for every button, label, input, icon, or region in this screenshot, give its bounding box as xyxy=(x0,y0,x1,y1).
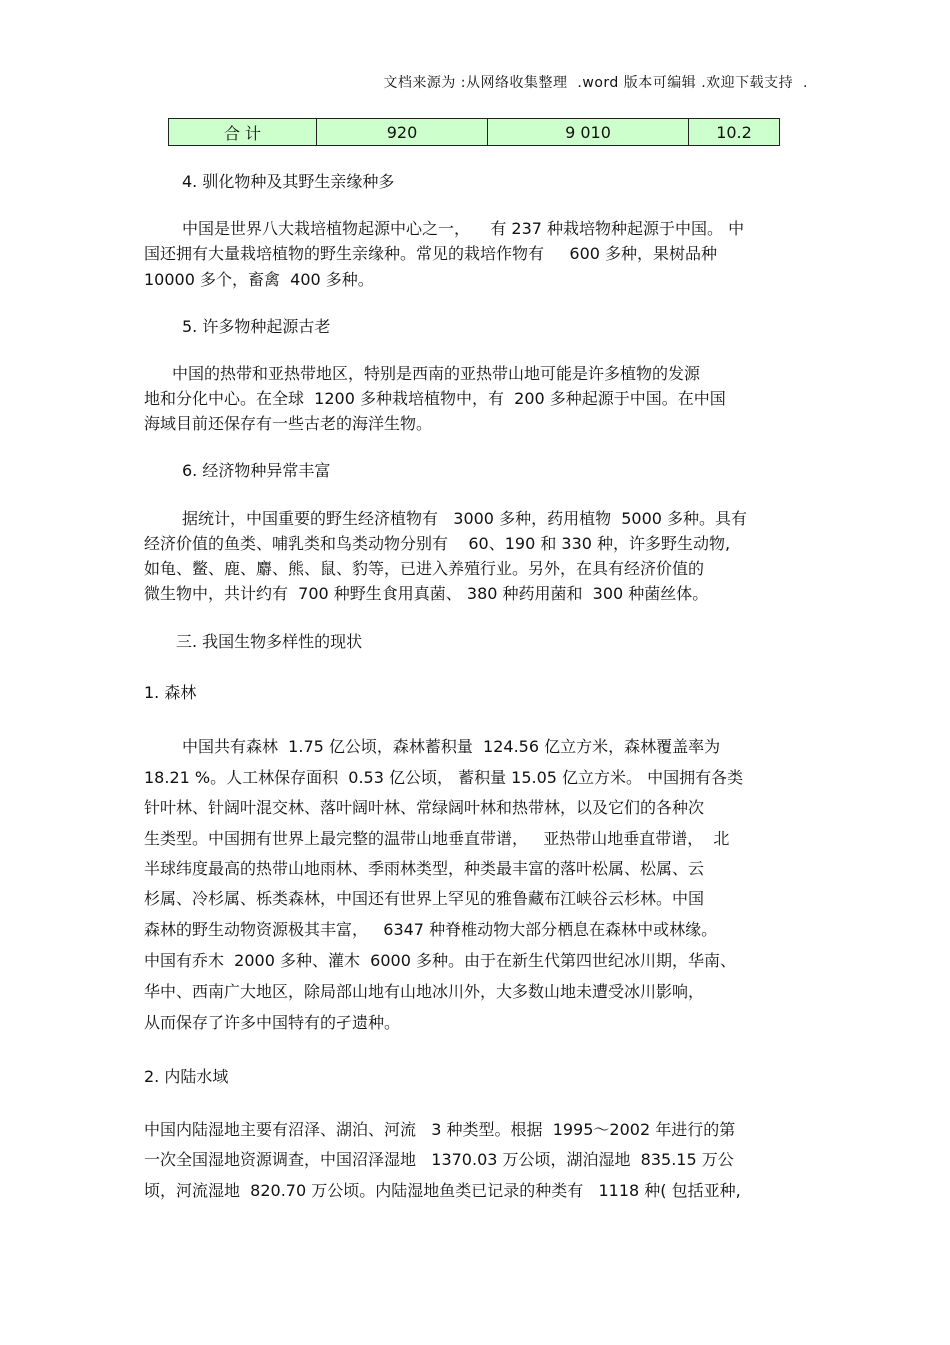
text-line: 如龟、鳖、鹿、麝、熊、鼠、豹等，已进入养殖行业。另外，在具有经济价值的 xyxy=(144,559,705,578)
text-line: 中国的热带和亚热带地区，特别是西南的亚热带山地可能是许多植物的发源 xyxy=(172,364,701,383)
text-line: 生类型。中国拥有世界上最完整的温带山地垂直带谱， 亚热带山地垂直带谱， 北 xyxy=(144,829,730,848)
text-line: 中国是世界八大栽培植物起源中心之一， 有 237 种栽培物种起源于中国。 中 xyxy=(182,219,745,238)
text-line: 森林的野生动物资源极其丰富， 6347 种脊椎动物大部分栖息在森林中或林缘。 xyxy=(144,920,718,939)
text-line: 从而保存了许多中国特有的孑遗种。 xyxy=(144,1013,401,1032)
total-table xyxy=(168,118,780,146)
text-line: 中国共有森林 1.75 亿公顷，森林蓄积量 124.56 亿立方米，森林覆盖率为 xyxy=(182,737,721,756)
text-line: 10000 多个，畜禽 400 多种。 xyxy=(144,270,374,289)
text-line: 1. 森林 xyxy=(144,683,197,702)
text-line: 半球纬度最高的热带山地雨林、季雨林类型，种类最丰富的落叶松属、松属、云 xyxy=(144,859,705,878)
source-header: 文档来源为 :从网络收集整理 .word 版本可编辑 .欢迎下载支持 . xyxy=(383,75,808,91)
text-line: 三. 我国生物多样性的现状 xyxy=(176,632,363,651)
text-line: 4. 驯化物种及其野生亲缘种多 xyxy=(182,172,395,191)
text-line: 中国有乔木 2000 多种、灌木 6000 多种。由于在新生代第四世纪冰川期，华南、 xyxy=(144,951,736,970)
text-line: 经济价值的鱼类、哺乳类和鸟类动物分别有 60、190 和 330 种，许多野生动物, xyxy=(144,534,731,553)
text-line: 6. 经济物种异常丰富 xyxy=(182,461,331,480)
text-line: 一次全国湿地资源调查，中国沼泽湿地 1370.03 万公顷，湖泊湿地 835.15 万公 xyxy=(144,1150,734,1169)
total-cell: 920 xyxy=(317,119,488,146)
text-line: 针叶林、针阔叶混交林、落叶阔叶林、常绿阔叶林和热带林，以及它们的各种次 xyxy=(144,798,705,817)
text-line: 华中、西南广大地区，除局部山地有山地冰川外，大多数山地未遭受冰川影响， xyxy=(144,982,705,1001)
text-line: 国还拥有大量栽培植物的野生亲缘种。常见的栽培作物有 600 多种，果树品种 xyxy=(144,244,718,263)
text-line: 2. 内陆水域 xyxy=(144,1067,229,1086)
text-line: 据统计，中国重要的野生经济植物有 3000 多种，药用植物 5000 多种。具有 xyxy=(182,509,748,528)
text-line: 中国内陆湿地主要有沼泽、湖泊、河流 3 种类型。根据 1995～2002 年进行的第 xyxy=(144,1120,736,1139)
total-cell: 9 010 xyxy=(488,119,689,146)
text-line: 地和分化中心。在全球 1200 多种栽培植物中，有 200 多种起源于中国。在中国 xyxy=(144,389,726,408)
text-line: 18.21 %。人工林保存面积 0.53 亿公顷， 蓄积量 15.05 亿立方米。 中国拥有各类 xyxy=(144,768,744,787)
total-cell: 10.2 xyxy=(689,119,780,146)
total-label-cell: 合 计 xyxy=(169,119,317,146)
total-row xyxy=(169,119,780,146)
text-line: 微生物中，共计约有 700 种野生食用真菌、 380 种药用菌和 300 种菌丝体。 xyxy=(144,584,709,603)
text-line: 顷，河流湿地 820.70 万公顷。内陆湿地鱼类已记录的种类有 1118 种( 包括亚种, xyxy=(144,1181,741,1200)
text-line: 5. 许多物种起源古老 xyxy=(182,317,331,336)
text-line: 海域目前还保存有一些古老的海洋生物。 xyxy=(144,414,433,433)
text-line: 杉属、冷杉属、栎类森林，中国还有世界上罕见的雅鲁藏布江峡谷云杉林。中国 xyxy=(144,889,705,908)
